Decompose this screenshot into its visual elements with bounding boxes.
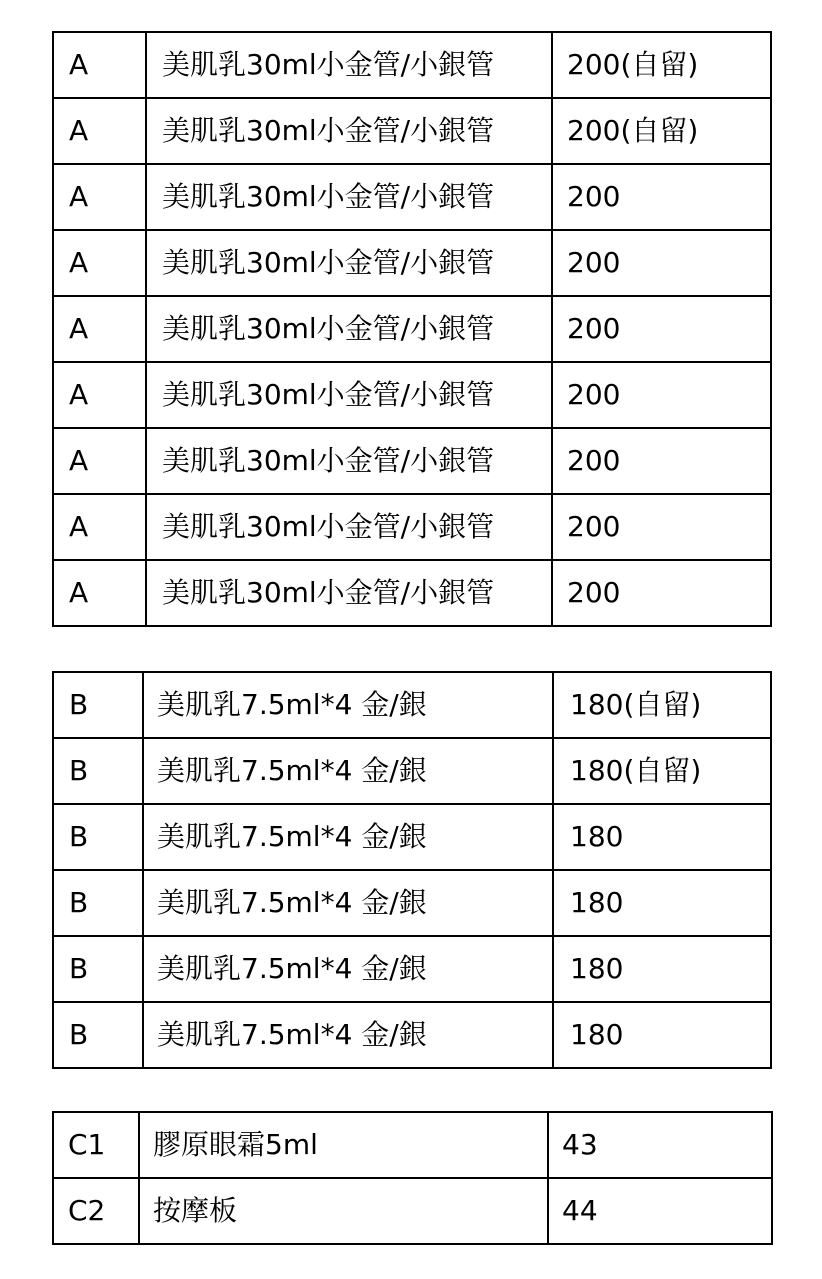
code-cell: A [53,230,146,296]
table-b [52,671,772,1069]
price-cell: 44 [548,1178,772,1244]
table-a [52,31,772,627]
table-row [53,32,771,98]
code-cell: A [53,32,146,98]
code-cell: C1 [53,1112,139,1178]
price-cell: 180 [553,936,771,1002]
table-row [53,672,771,738]
table-row [53,1002,771,1068]
table-a-body [53,32,771,626]
price-cell: 200 [552,296,771,362]
table-row [53,936,771,1002]
code-cell: B [53,1002,143,1068]
code-cell: A [53,362,146,428]
item-cell: 美肌乳7.5ml*4 金/銀 [143,1002,553,1068]
table-row [53,230,771,296]
item-cell: 美肌乳30ml小金管/小銀管 [146,494,552,560]
item-cell: 美肌乳30ml小金管/小銀管 [146,362,552,428]
price-cell: 200 [552,230,771,296]
code-cell: A [53,428,146,494]
code-cell: B [53,936,143,1002]
table-row [53,738,771,804]
table-row [53,296,771,362]
price-cell: 200 [552,362,771,428]
price-cell: 200 [552,494,771,560]
table-b-body [53,672,771,1068]
item-cell: 美肌乳30ml小金管/小銀管 [146,296,552,362]
table-row [53,362,771,428]
table-row [53,1178,772,1244]
price-cell: 200(自留) [552,32,771,98]
item-cell: 美肌乳7.5ml*4 金/銀 [143,738,553,804]
table-c [52,1111,773,1245]
table-c-body [53,1112,772,1244]
code-cell: A [53,296,146,362]
item-cell: 美肌乳7.5ml*4 金/銀 [143,936,553,1002]
item-cell: 美肌乳7.5ml*4 金/銀 [143,870,553,936]
item-cell: 美肌乳7.5ml*4 金/銀 [143,672,553,738]
code-cell: A [53,164,146,230]
code-cell: A [53,560,146,626]
price-cell: 180 [553,804,771,870]
item-cell: 按摩板 [139,1178,548,1244]
table-row [53,428,771,494]
item-cell: 美肌乳30ml小金管/小銀管 [146,560,552,626]
price-cell: 180 [553,870,771,936]
item-cell: 美肌乳30ml小金管/小銀管 [146,32,552,98]
price-cell: 200 [552,164,771,230]
code-cell: C2 [53,1178,139,1244]
code-cell: A [53,494,146,560]
price-cell: 200 [552,560,771,626]
code-cell: B [53,804,143,870]
code-cell: B [53,738,143,804]
item-cell: 美肌乳7.5ml*4 金/銀 [143,804,553,870]
code-cell: A [53,98,146,164]
table-row [53,1112,772,1178]
table-row [53,494,771,560]
item-cell: 美肌乳30ml小金管/小銀管 [146,230,552,296]
code-cell: B [53,672,143,738]
table-row [53,98,771,164]
price-cell: 180(自留) [553,672,771,738]
item-cell: 美肌乳30ml小金管/小銀管 [146,428,552,494]
price-cell: 200 [552,428,771,494]
table-row [53,164,771,230]
item-cell: 膠原眼霜5ml [139,1112,548,1178]
price-cell: 180 [553,1002,771,1068]
table-row [53,560,771,626]
code-cell: B [53,870,143,936]
item-cell: 美肌乳30ml小金管/小銀管 [146,98,552,164]
price-cell: 200(自留) [552,98,771,164]
price-cell: 43 [548,1112,772,1178]
item-cell: 美肌乳30ml小金管/小銀管 [146,164,552,230]
price-cell: 180(自留) [553,738,771,804]
table-row [53,804,771,870]
table-row [53,870,771,936]
